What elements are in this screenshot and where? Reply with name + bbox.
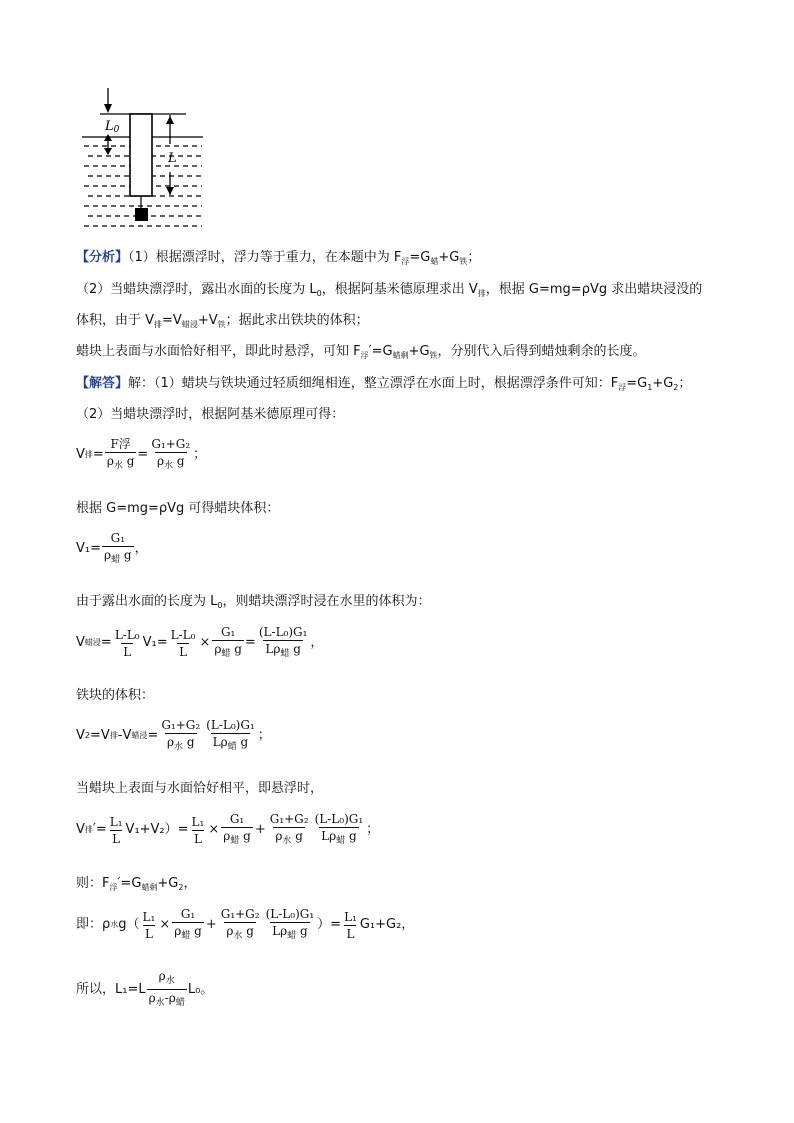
analysis-line-4: 蜡块上表面与水面恰好相平，即此时悬浮，可知 $F_浮'=G_{蜡剩}+G_铁$，分别代入后得到蜡烛剩余的长度。 bbox=[76, 344, 646, 360]
answer-line-5: 铁块的体积： bbox=[76, 688, 155, 703]
answer-line-1: 【解答】解：（1）蜡块与铁块通过轻质细绳相连，整立漂浮在水面上时，根据漂浮条件可知：$F_浮=G_1+G_2$； bbox=[76, 376, 692, 392]
equation-balance: 即： ρ 水 g（ $\frac{\text{L₁}}{L}$ × $\frac{\text{G₁}}{\rho_蜡 g}$ + $\frac{\text{G₁+G₂}}{\rho_水 g}$ $\frac{\text{(L-L₀)G₁}}{L\rho_蜡 g}$ ）= $\frac{\text{L₁}}{L}$ G₁+G₂， bbox=[76, 906, 414, 944]
answer-line-2: （2）当蜡块漂浮时，根据阿基米德原理可得： bbox=[76, 407, 345, 422]
label-L0: L0 bbox=[105, 119, 120, 135]
analysis-line-3: 体积，由于 $V_排=V_{蜡浸}+V_铁$；据此求出铁块的体积； bbox=[76, 313, 369, 329]
iron-block bbox=[135, 208, 148, 221]
label-L: L bbox=[168, 151, 177, 166]
analysis-tag: 【分析】 bbox=[76, 250, 129, 265]
equation-v1: V₁ = $\frac{\text{G₁}}{\rho_蜡 g}$ ， bbox=[76, 530, 148, 568]
answer-line-3: 根据 G=mg=ρVg 可得蜡块体积： bbox=[76, 501, 280, 516]
wax-block bbox=[130, 114, 152, 196]
analysis-line-2: （2）当蜡块漂浮时，露出水面的长度为 $L_0$，根据阿基米德原理求出 $V_排$，根据 G=mg=ρVg 求出蜡块浸没的 bbox=[76, 282, 703, 298]
equation-v-immersed: V 蜡浸 = $\frac{\text{L-L₀}}{L}$ V₁ = $\frac{\text{L-L₀}}{L}$ × $\frac{\text{G₁}}{\rho_蜡 g}$ = $\frac{\text{(L-L₀)G₁}}{L\rho_蜡 g}$ ， bbox=[76, 624, 323, 662]
answer-line-7: 则：$F_浮'=G_{蜡剩}+G_2$， bbox=[76, 876, 197, 892]
buoyancy-diagram bbox=[82, 84, 214, 232]
arrow-down-icon bbox=[104, 104, 112, 113]
answer-line-4: 由于露出水面的长度为 $L_0$，则蜡块漂浮时浸在水里的体积为： bbox=[76, 594, 431, 610]
equation-v-pai: V 排 = $\frac{\text{F浮}}{\rho_水 g}$ = $\frac{\text{G₁+G₂}}{\rho_水 g}$ ； bbox=[76, 436, 206, 474]
equation-final: 所以， L₁=L $\frac{\rho_水}{\rho_水-\rho_蜡}$ L₀ 。 bbox=[76, 968, 213, 1011]
equation-v2: V 2 =V 排 - V 蜡浸 = $\frac{\text{G₁+G₂}}{\rho_水 g}$ $\frac{\text{(L-L₀)G₁}}{L\rho_蜡 g}$ ； bbox=[76, 717, 271, 755]
answer-line-6: 当蜡块上表面与水面恰好相平，即悬浮时， bbox=[76, 781, 324, 796]
analysis-line-1: 【分析】（1）根据漂浮时，浮力等于重力，在本题中为 $F_浮=G_蜡+G_铁$； bbox=[76, 250, 481, 266]
equation-v-pai-prime: V 排 ′= $\frac{\text{L₁}}{L}$ V₁+V₂）= $\frac{\text{L₁}}{L}$ × $\frac{\text{G₁}}{\rho_蜡 g}$ + $\frac{\text{G₁+G₂}}{\rho_水 g}$ $\frac{\text{(L-L₀)G₁}}{L\rho_蜡 g}$ ； bbox=[76, 811, 379, 849]
answer-tag: 【解答】 bbox=[76, 376, 129, 391]
